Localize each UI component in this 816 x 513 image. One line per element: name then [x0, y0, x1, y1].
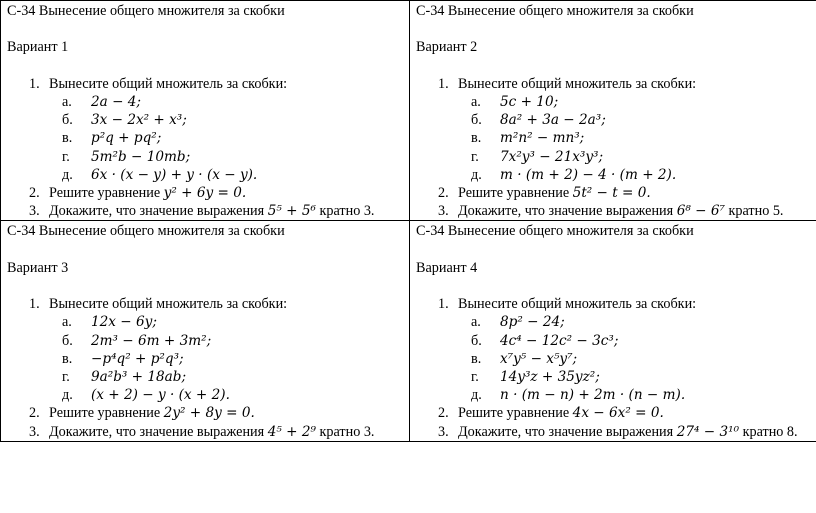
- item-expression: 7x²y³ − 21x³y³;: [500, 148, 604, 165]
- task-item: [416, 148, 816, 166]
- item-expression: n · (m − n) + 2m · (n − m).: [500, 387, 686, 404]
- task-2: 2. Решите уравнение 4x − 6x² = 0.: [438, 405, 664, 422]
- item-letter: в.: [471, 130, 482, 147]
- item-expression: (x + 2) − y · (x + 2).: [91, 387, 230, 404]
- item-expression: 3x − 2x² + x³;: [91, 112, 187, 129]
- item-letter: б.: [471, 112, 482, 129]
- task-item: [7, 350, 409, 368]
- item-expression: 2m³ − 6m + 3m²;: [91, 332, 212, 349]
- task-item: [7, 166, 409, 184]
- task-item: [7, 93, 409, 111]
- task-1: 1. Вынесите общий множитель за скобки:: [438, 296, 697, 313]
- item-expression: 12x − 6y;: [91, 314, 157, 331]
- variant-label: Вариант 2: [416, 39, 478, 56]
- task-1-text: Вынесите общий множитель за скобки:: [458, 296, 697, 313]
- task-3-tail: кратно 5.: [724, 203, 784, 220]
- task-item: [416, 111, 816, 129]
- item-letter: а.: [471, 93, 481, 110]
- task-item: [416, 313, 816, 331]
- task-3-text: Докажите, что значение выражения: [49, 203, 268, 220]
- task-1: 1. Вынесите общий множитель за скобки:: [29, 296, 288, 313]
- task-1-text: Вынесите общий множитель за скобки:: [458, 75, 697, 92]
- task-3-tail: кратно 3.: [315, 423, 375, 440]
- item-expression: x⁷y⁵ − x⁵y⁷;: [500, 350, 578, 367]
- task-3-expression: 6⁸ − 6⁷: [676, 203, 725, 220]
- task-3-tail: кратно 3.: [315, 203, 375, 220]
- variant-4-cell: [410, 221, 816, 441]
- task-item: [416, 332, 816, 350]
- item-letter: б.: [62, 332, 73, 349]
- task-2: 2. Решите уравнение y² + 6y = 0.: [29, 185, 247, 201]
- task-3-tail: кратно 8.: [739, 423, 798, 440]
- card-title: С-34 Вынесение общего множителя за скобки: [7, 223, 285, 240]
- task-item: [416, 368, 816, 386]
- task-1: 1. Вынесите общий множитель за скобки:: [438, 75, 697, 92]
- task-2-equation: 2y² + 8y = 0.: [163, 405, 255, 422]
- card-title: С-34 Вынесение общего множителя за скобки: [7, 3, 285, 19]
- task-3: 3. Докажите, что значение выражения 6⁸ − 6⁷ кратно 5.: [438, 203, 784, 220]
- item-expression: −p⁴q² + p²q³;: [91, 350, 184, 367]
- task-3-text: Докажите, что значение выражения: [49, 423, 268, 440]
- item-expression: 9a²b³ + 18ab;: [91, 369, 187, 385]
- item-letter: г.: [62, 148, 70, 165]
- task-3-text: Докажите, что значение выражения: [458, 203, 677, 220]
- item-expression: 6x · (x − y) + y · (x − y).: [91, 166, 258, 183]
- item-letter: в.: [62, 350, 73, 367]
- task-item: [416, 93, 816, 111]
- variant-3-cell: [1, 221, 410, 441]
- task-2-equation: 5t² − t = 0.: [572, 185, 651, 201]
- task-3: 3. Докажите, что значение выражения 27⁴ − 3¹⁰ кратно 8.: [438, 423, 798, 440]
- item-letter: а.: [62, 93, 72, 110]
- task-3-expression: 4⁵ + 2⁹: [267, 423, 316, 440]
- task-3-expression: 5⁵ + 5⁶: [267, 203, 316, 220]
- task-3-expression: 27⁴ − 3¹⁰: [676, 423, 740, 440]
- variant-card: [416, 1, 816, 220]
- task-1-text: Вынесите общий множитель за скобки:: [49, 75, 288, 92]
- item-expression: 5m²b − 10mb;: [91, 148, 191, 165]
- variant-card: [416, 221, 816, 440]
- task-item: [7, 111, 409, 129]
- variant-1-cell: [1, 1, 410, 221]
- variant-2-cell: [410, 1, 816, 221]
- task-3-text: Докажите, что значение выражения: [458, 423, 677, 440]
- variant-label: Вариант 3: [7, 259, 69, 276]
- item-letter: г.: [471, 369, 479, 385]
- task-2: 2. Решите уравнение 2y² + 8y = 0.: [29, 405, 255, 422]
- task-item: [7, 148, 409, 166]
- card-title: С-34 Вынесение общего множителя за скобки: [416, 3, 694, 19]
- item-letter: б.: [62, 112, 73, 129]
- task-item: [416, 129, 816, 147]
- task-2: 2. Решите уравнение 5t² − t = 0.: [438, 185, 651, 201]
- task-item: [416, 386, 816, 404]
- item-expression: 8p² − 24;: [500, 314, 565, 331]
- item-letter: г.: [471, 148, 479, 165]
- card-title: С-34 Вынесение общего множителя за скобки: [416, 223, 694, 240]
- item-letter: в.: [62, 130, 73, 147]
- task-item: [7, 332, 409, 350]
- variant-label: Вариант 4: [416, 259, 478, 276]
- item-expression: 5c + 10;: [500, 93, 559, 110]
- item-expression: 2a − 4;: [91, 93, 142, 110]
- task-item: [416, 350, 816, 368]
- item-letter: д.: [62, 166, 73, 183]
- item-letter: д.: [471, 387, 482, 404]
- task-2-equation: 4x − 6x² = 0.: [572, 405, 664, 422]
- item-letter: в.: [471, 350, 482, 367]
- item-letter: г.: [62, 369, 70, 385]
- task-item: [7, 129, 409, 147]
- task-item: [7, 386, 409, 404]
- item-letter: д.: [62, 387, 73, 404]
- task-3: 3. Докажите, что значение выражения 4⁵ + 2⁹ кратно 3.: [29, 423, 375, 440]
- task-2-text: Решите уравнение: [49, 185, 164, 201]
- variant-label: Вариант 1: [7, 39, 69, 56]
- task-2-text: Решите уравнение: [49, 405, 164, 422]
- task-1-text: Вынесите общий множитель за скобки:: [49, 296, 288, 313]
- task-3: 3. Докажите, что значение выражения 5⁵ + 5⁶ кратно 3.: [29, 203, 375, 220]
- item-expression: 8a² + 3a − 2a³;: [500, 112, 606, 129]
- task-2-equation: y² + 6y = 0.: [163, 185, 247, 201]
- item-letter: д.: [471, 166, 482, 183]
- item-expression: m · (m + 2) − 4 · (m + 2).: [500, 166, 677, 183]
- task-item: [7, 368, 409, 386]
- item-expression: p²q + pq²;: [91, 130, 162, 147]
- task-2-text: Решите уравнение: [458, 185, 573, 201]
- variant-card: [7, 221, 409, 440]
- item-letter: а.: [62, 314, 72, 331]
- task-item: [7, 313, 409, 331]
- item-letter: б.: [471, 332, 482, 349]
- variant-card: [7, 1, 409, 220]
- task-item: [416, 166, 816, 184]
- item-expression: 14y³z + 35yz²;: [500, 369, 600, 385]
- item-letter: а.: [471, 314, 481, 331]
- task-2-text: Решите уравнение: [458, 405, 573, 422]
- task-1: 1. Вынесите общий множитель за скобки:: [29, 75, 288, 92]
- item-expression: m²n² − mn³;: [500, 130, 585, 147]
- item-expression: 4c⁴ − 12c² − 3c³;: [500, 332, 619, 349]
